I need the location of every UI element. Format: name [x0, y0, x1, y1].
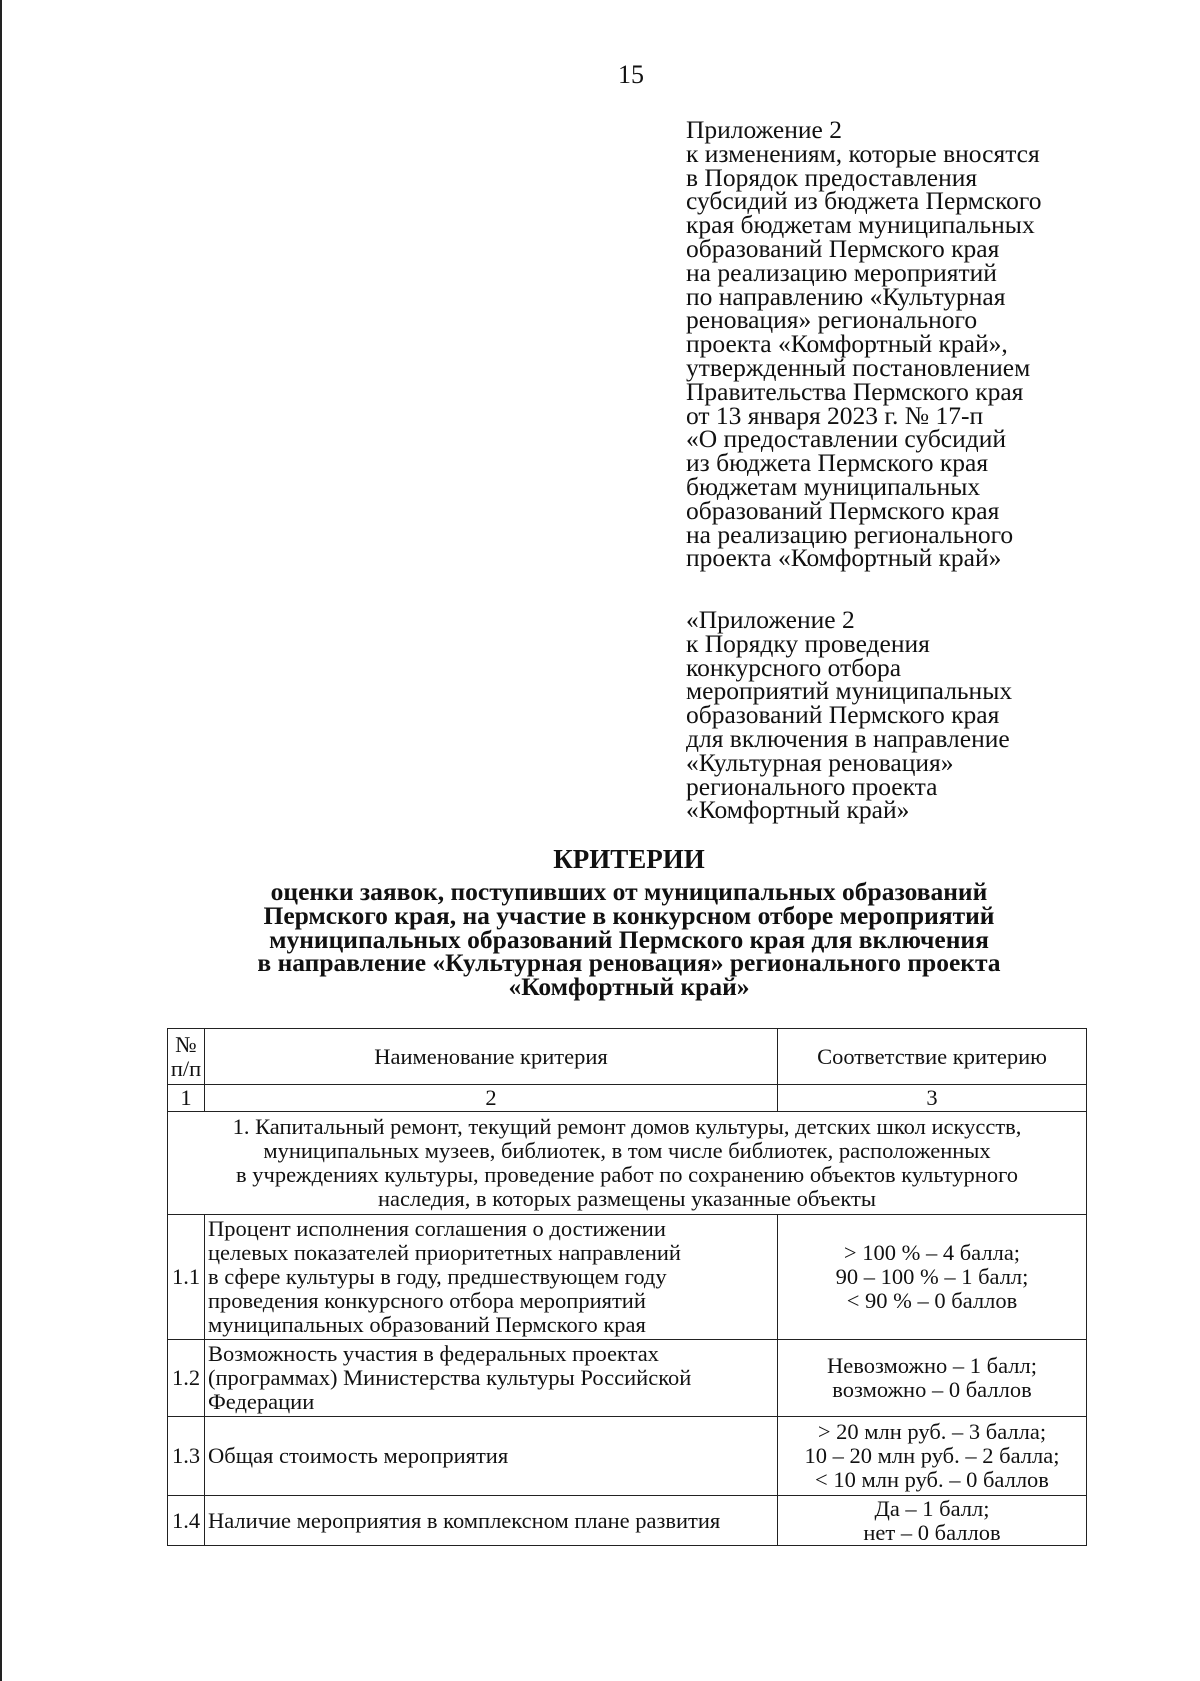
page-number: 15: [618, 60, 644, 89]
section-row: [168, 1112, 1087, 1215]
table-row: [168, 1340, 1087, 1417]
appendix-sub-header: «Приложение 2 к Порядку проведения конкурсного отбора мероприятий муниципальных образований Пермского края для включения в направление «Культурная реновация» регионального проекта «Комфортный край»: [686, 605, 1013, 825]
header-criterion-name: Наименование критерия: [205, 1029, 778, 1085]
column-index: 2: [205, 1085, 778, 1112]
table-row: [168, 1215, 1087, 1340]
appendix-header: Приложение 2 к изменениям, которые вносятся в Порядок предоставления субсидий из бюджета Пермского края бюджетам муниципальных образований Пермского края на реализацию мероприятий по направлению «Культурная реновация» регионального проекта «Комфортный край», утвержденный постановлением Правительства Пермского края от 13 января 2023 г. № 17-п «О предоставлении субсидий из бюджета Пермского края бюджетам муниципальных образований Пермского края на реализацию регионального проекта «Комфортный край»: [686, 115, 1042, 573]
criterion-name: Процент исполнения соглашения о достижении целевых показателей приоритетных направлений в сфере культуры в году, предшествующем году проведения конкурсного отбора мероприятий муниципальных образований Пермского края: [205, 1215, 778, 1340]
criterion-match: > 20 млн руб. – 3 балла; 10 – 20 млн руб. – 2 балла; < 10 млн руб. – 0 баллов: [778, 1417, 1087, 1496]
document-subtitle: оценки заявок, поступивших от муниципальных образований Пермского края, на участие в конкурсном отборе мероприятий муниципальных образований Пермского края для включения в направление «Культурная реновация» регионального проекта «Комфортный край»: [257, 877, 1001, 1002]
criteria-table: [167, 1028, 1087, 1546]
column-index: 3: [778, 1085, 1087, 1112]
column-index-row: [168, 1085, 1087, 1112]
criterion-name: Наличие мероприятия в комплексном плане развития: [205, 1496, 778, 1546]
row-number: 1.4: [168, 1496, 205, 1546]
row-number: 1.2: [168, 1340, 205, 1417]
table-row: [168, 1417, 1087, 1496]
header-number: № п/п: [168, 1029, 205, 1085]
header-criterion-match: Соответствие критерию: [778, 1029, 1087, 1085]
criterion-match: Невозможно – 1 балл; возможно – 0 баллов: [778, 1340, 1087, 1417]
document-title: КРИТЕРИИ: [553, 844, 705, 874]
criterion-match: > 100 % – 4 балла; 90 – 100 % – 1 балл; < 90 % – 0 баллов: [778, 1215, 1087, 1340]
criterion-name: Возможность участия в федеральных проектах (программах) Министерства культуры Российской Федерации: [205, 1340, 778, 1417]
column-index: 1: [168, 1085, 205, 1112]
table-header-row: [168, 1029, 1087, 1085]
section-title: 1. Капитальный ремонт, текущий ремонт домов культуры, детских школ искусств, муниципальных музеев, библиотек, в том числе библиотек, расположенных в учреждениях культуры, проведение работ по сохранению объектов культурного наследия, в которых размещены указанные объекты: [168, 1112, 1087, 1215]
page-edge-line: [0, 0, 2, 1681]
criterion-match: Да – 1 балл; нет – 0 баллов: [778, 1496, 1087, 1546]
table-row: [168, 1496, 1087, 1546]
criterion-name: Общая стоимость мероприятия: [205, 1417, 778, 1496]
row-number: 1.1: [168, 1215, 205, 1340]
row-number: 1.3: [168, 1417, 205, 1496]
